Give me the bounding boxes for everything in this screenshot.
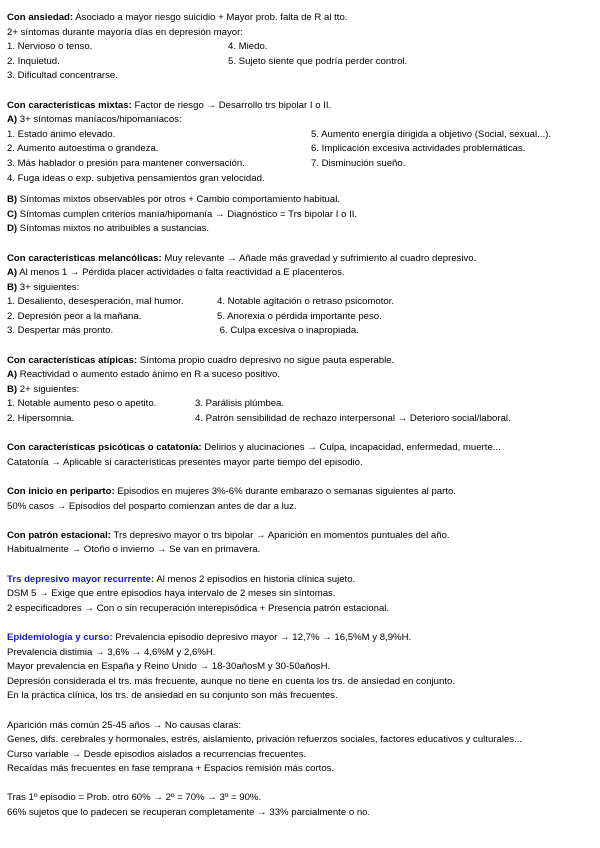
section-psicoticas [7, 441, 594, 470]
section-melancolicas [7, 252, 594, 340]
item-label: B) [7, 383, 18, 395]
text-line: Tras 1º episodio = Prob. otro 60% → 2º = 70% → 3º = 90%. [7, 792, 262, 804]
section-desc: Asociado a mayor riesgo suicidio + Mayor prob. falta de R al tto. [75, 12, 348, 23]
list-item: 1. Notable aumento peso o apetito. [7, 398, 157, 410]
section-title: Con características melancólicas: [7, 252, 162, 264]
list-row [7, 128, 594, 143]
list-row [7, 324, 594, 339]
item-text: Síntomas cumplen criterios manía/hipomanía → Diagnóstico = Trs bipolar I o II. [19, 208, 358, 220]
section-title: Con características atípicas: [7, 354, 138, 366]
list-item: 1. Nervioso o tenso. [7, 41, 93, 53]
text-line: DSM 5 → Exige que entre episodios haya intervalo de 2 meses sin síntomas. [7, 588, 336, 600]
section-mixtas [7, 99, 594, 187]
list-row [7, 69, 594, 84]
list-item: 2. Hipersomnia. [7, 413, 75, 425]
list-item: 5. Sujeto siente que podría perder control. [228, 55, 408, 67]
section-recurrente [7, 573, 594, 617]
list-item: 3. Dificultad concentrarse. [7, 70, 118, 82]
section-desc: Síntoma propio cuadro depresivo no sigue pauta esperable. [139, 354, 395, 366]
section-title: Con patrón estacional: [7, 529, 111, 541]
list-item: 6. Culpa excesiva o inapropiada. [217, 325, 359, 337]
section-desc: Delirios y alucinaciones → Culpa, incapacidad, enfermedad, muerte... [204, 442, 501, 454]
list-item: 4. Miedo. [228, 41, 268, 53]
section-periparto [7, 485, 594, 514]
section-aparicion [7, 719, 594, 777]
item-label: B) [7, 194, 18, 206]
list-row [7, 40, 594, 55]
section-desc: Muy relevante → Añade más gravedad y sufrimiento al cuadro depresivo. [164, 252, 477, 264]
item-label: A) [7, 114, 18, 126]
item-text: Síntomas mixtos observables por otros + Cambio comportamiento habitual. [19, 194, 341, 206]
section-atipicas [7, 354, 594, 427]
list-item: 7. Disminución sueño. [311, 157, 406, 169]
item-label: A) [7, 267, 18, 279]
item-text: 2+ siguientes: [19, 383, 80, 395]
list-row [7, 412, 594, 427]
list-item: 5. Aumento energía dirigida a objetivo (Social, sexual...). [311, 128, 551, 140]
list-row [7, 397, 594, 412]
item-label: C) [7, 208, 18, 220]
item-text: Reactividad o aumento estado ánimo en R a suceso positivo. [19, 369, 281, 381]
list-item: 4. Notable agitación o retraso psicomotor. [217, 296, 395, 308]
item-label: A) [7, 369, 18, 381]
text-line: 50% casos → Episodios del posparto comienzan antes de dar a luz. [7, 500, 297, 512]
section-title: Trs depresivo mayor recurrente: [7, 573, 155, 585]
list-row [7, 142, 594, 157]
text-line: Genes, difs. cerebrales y hormonales, estrés, aislamiento, privación refuerzos sociales, factores educativos y culturales... [7, 734, 523, 746]
section-ansiedad [7, 11, 594, 84]
list-item: 1. Estado ánimo elevado. [7, 128, 116, 140]
list-row [7, 295, 594, 310]
list-item: 3. Más hablador o presión para mantener conversación. [7, 157, 245, 169]
list-item: 2. Depresión peor a la mañana. [7, 310, 142, 322]
item-label: D) [7, 223, 18, 235]
text-line: Habitualmente → Otoño o invierno → Se van en primavera. [7, 544, 261, 556]
section-epidemiologia [7, 631, 594, 704]
list-row [7, 310, 594, 325]
list-row [7, 157, 594, 172]
text-line: 2 especificadores → Con o sin recuperación interepisódica + Presencia patrón estacional. [7, 602, 390, 614]
text-line: Depresión considerada el trs. más frecuente, aunque no tiene en cuenta los trs. de ansiedad en conjunto. [7, 675, 455, 687]
list-row [7, 172, 594, 187]
text-line: 66% sujetos que lo padecen se recuperan completamente → 33% parcialmente o no. [7, 807, 371, 819]
section-desc: Prevalencia episodio depresivo mayor → 12,7% → 16,5%M y 8,9%H. [115, 631, 412, 643]
item-text: Síntomas mixtos no atribuibles a sustancias. [19, 223, 210, 235]
section-desc: Factor de riesgo → Desarrollo trs bipolar I o II. [134, 99, 332, 111]
list-item: 4. Patrón sensibilidad de rechazo interpersonal → Deterioro social/laboral. [195, 413, 511, 425]
section-title: Con inicio en periparto: [7, 486, 115, 497]
section-desc: Trs depresivo mayor o trs bipolar → Aparición en momentos puntuales del año. [113, 529, 450, 541]
list-row [7, 55, 594, 70]
section-title: Con ansiedad: [7, 12, 74, 23]
list-item: 2. Inquietud. [7, 55, 60, 67]
section-recaidas [7, 791, 594, 820]
list-item: 2. Aumento autoestima o grandeza. [7, 143, 159, 155]
item-text: 3+ siguientes: [19, 281, 80, 293]
section-desc: Episodios en mujeres 3%-6% durante embarazo o semanas siguientes al parto. [117, 486, 456, 497]
text-line: Prevalencia distimia → 3,6% → 4,6%M y 2,6%H. [7, 646, 216, 658]
list-item: 1. Desaliento, desesperación, mal humor. [7, 296, 184, 308]
text-line: 2+ síntomas durante mayoría días en depresión mayor: [7, 26, 243, 38]
text-line: En la práctica clínica, los trs. de ansiedad en su conjunto son más frecuentes. [7, 690, 338, 702]
text-line: Aparición más común 25-45 años → No causas claras: [7, 719, 242, 731]
list-item: 3. Parálisis plúmbea. [195, 398, 285, 410]
section-title: Con características psicóticas o catatonía: [7, 442, 202, 454]
item-label: B) [7, 281, 18, 293]
section-desc: Al menos 2 episodios en historia clínica sujeto. [156, 573, 356, 585]
list-item: 6. Implicación excesiva actividades problemáticas. [311, 143, 526, 155]
list-item: 3. Despertar más pronto. [7, 325, 114, 337]
text-line: Catatonía → Aplicable si características presentes mayor parte tiempo del episodio. [7, 456, 363, 468]
section-title: Con características mixtas: [7, 99, 132, 111]
section-title: Epidemiología y curso: [7, 631, 113, 643]
list-item: 5. Anorexia o pérdida importante peso. [217, 310, 382, 322]
item-text: Al menos 1 → Pérdida placer actividades o falta reactividad a E placenteros. [19, 267, 345, 279]
section-mixtas-criteria [7, 193, 594, 237]
text-line: Mayor prevalencia en España y Reino Unido → 18-30añosM y 30-50añosH. [7, 661, 331, 673]
list-item: 4. Fuga ideas o exp. subjetiva pensamientos gran velocidad. [7, 172, 265, 184]
text-line: Recaídas más frecuentes en fase temprana + Espacios remisión más cortos. [7, 763, 335, 775]
item-text: 3+ síntomas maníacos/hipomaníacos: [19, 114, 182, 126]
section-estacional [7, 529, 594, 558]
text-line: Curso variable → Desde episodios aislados a recurrencias frecuentes. [7, 748, 307, 760]
